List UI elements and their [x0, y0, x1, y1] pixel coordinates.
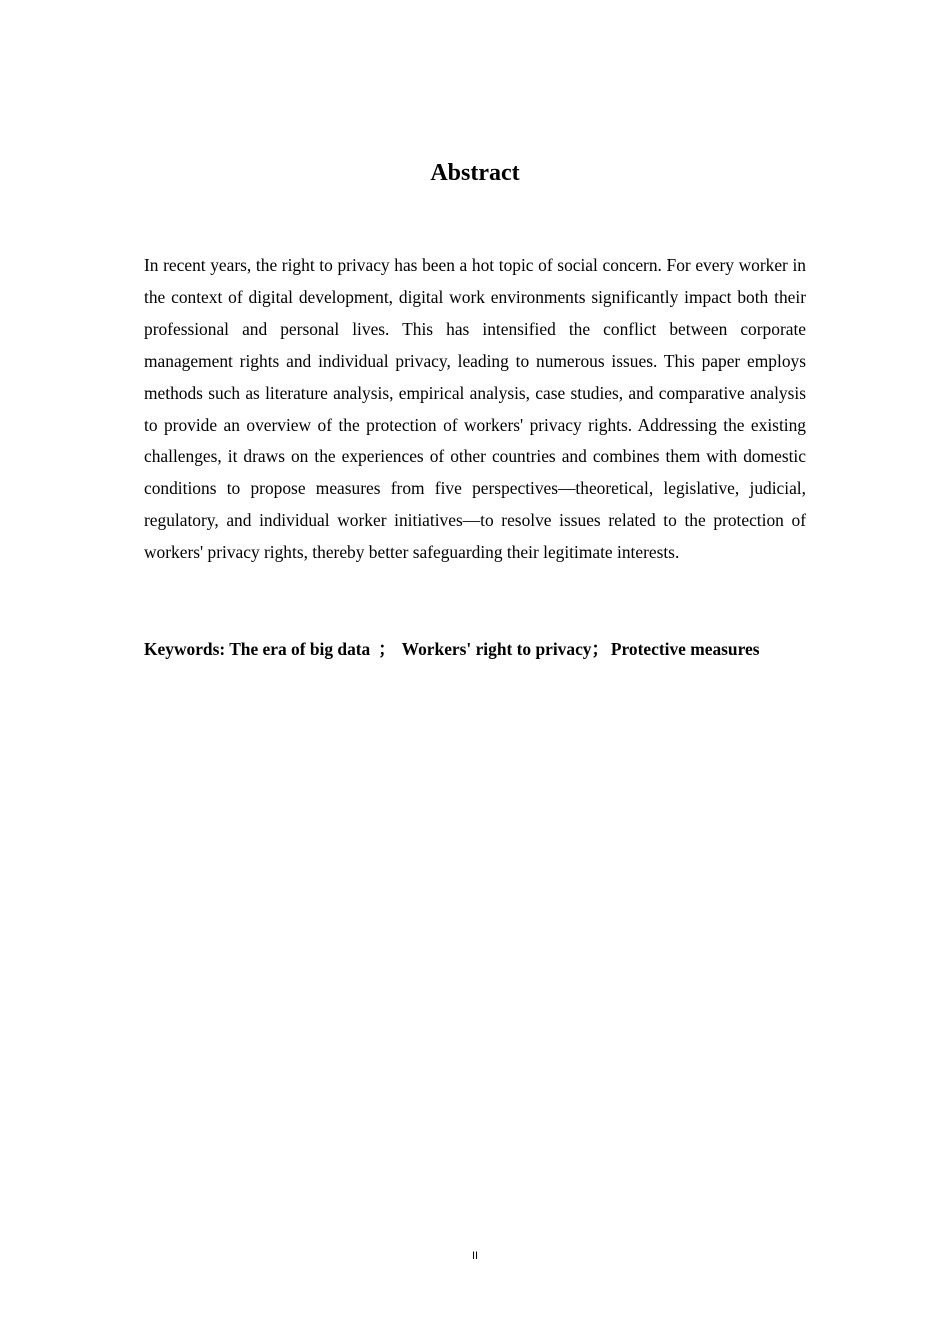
- page-title: Abstract: [430, 160, 520, 186]
- keyword-item: The era of big data: [229, 639, 371, 659]
- page-number: II: [471, 1250, 479, 1262]
- keywords-line: [144, 634, 806, 664]
- keyword-separator: ；: [378, 639, 396, 659]
- abstract-body: In recent years, the right to privacy has been a hot topic of social concern. For every worker in the context of digital development, digital work environments significantly impact both their professional and personal lives. This has intensified the conflict between corporate management rights and individual privacy, leading to numerous issues. This paper employs methods such as literature analysis, empirical analysis, case studies, and comparative analysis to provide an overview of the protection of workers' privacy rights. Addressing the existing challenges, it draws on the experiences of other countries and combines them with domestic conditions to propose measures from five perspectives—theoretical, legislative, judicial, regulatory, and individual worker initiatives—to resolve issues related to the protection of workers' privacy rights, thereby better safeguarding their legitimate interests.: [144, 255, 806, 563]
- keyword-item: Workers' right to privacy: [401, 639, 592, 659]
- keyword-item: Protective measures: [610, 639, 760, 659]
- keyword-separator: ；: [591, 639, 609, 659]
- keywords-label: Keywords:: [144, 639, 226, 659]
